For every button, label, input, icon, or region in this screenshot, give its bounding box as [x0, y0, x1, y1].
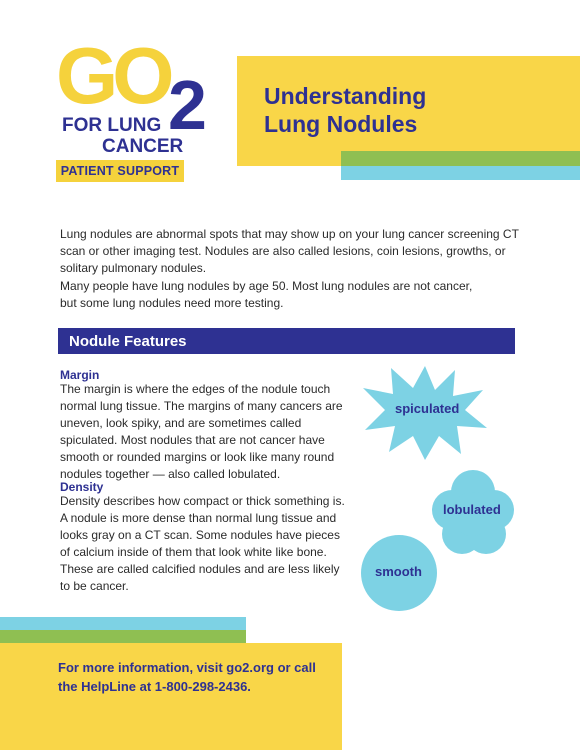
smooth-label: smooth — [375, 564, 422, 579]
logo-for-lung — [62, 116, 161, 136]
patient-support-badge: PATIENT SUPPORT — [56, 160, 184, 182]
logo-go-text: GO — [56, 31, 169, 120]
title-cyan-stripe — [341, 166, 580, 180]
intro-paragraph-2: Many people have lung nodules by age 50. Most lung nodules are not cancer, but some lung nodules need more testing. — [60, 279, 473, 310]
title-green-stripe — [341, 151, 580, 166]
page-title-line1: Understanding — [264, 83, 427, 109]
logo-two-text: 2 — [168, 66, 207, 144]
footer-cyan-stripe — [0, 617, 246, 630]
logo-cancer-word: CANCER — [102, 136, 184, 157]
spiculated-label: spiculated — [395, 401, 460, 416]
margin-text: The margin is where the edges of the nodule touch normal lung tissue. The margins of many cancers are uneven, look spiky, and are sometimes called spiculated. Most nodules that are not cancer have smooth or rounded margins or look like many round nodules together — also called lobulated. — [60, 382, 343, 481]
section-heading: Nodule Features — [69, 333, 187, 350]
page-title-line2: Lung Nodules — [264, 111, 418, 137]
lobulated-label: lobulated — [443, 502, 501, 517]
logo-for-word: FOR — [62, 115, 103, 136]
intro-paragraph-1: Lung nodules are abnormal spots that may show up on your lung cancer screening CT scan or other imaging test. Nodules are also called lesions, coin lesions, growths, or solitary pulmonary nodules. — [60, 227, 519, 275]
density-text: Density describes how compact or thick something is. A nodule is more dense than normal lung tissue and looks gray on a CT scan. Some nodules have pieces of calcium inside of them that look white like bone. These are called calcified nodules and are less likely to be cancer. — [60, 494, 345, 593]
density-heading: Density — [60, 480, 104, 494]
footer-green-stripe — [0, 630, 246, 643]
page-title — [264, 82, 426, 138]
footer-contact-text: For more information, visit go2.org or call the HelpLine at 1-800-298-2436. — [58, 660, 316, 694]
margin-heading: Margin — [60, 368, 100, 382]
logo-lung-word: LUNG — [107, 115, 162, 136]
